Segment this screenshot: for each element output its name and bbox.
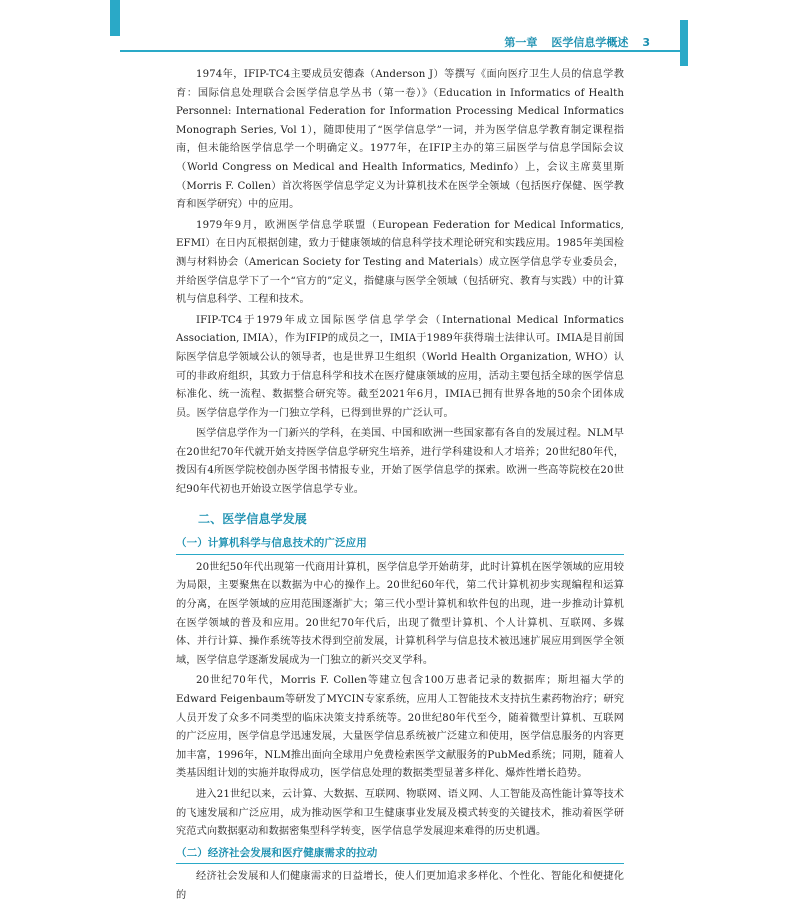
paragraph: 经济社会发展和人们健康需求的日益增长，使人们更加追求多样化、个性化、智能化和便捷化的 [176, 871, 624, 901]
paragraph: 医学信息学作为一门新兴的学科，在美国、中国和欧洲一些国家都有各自的发展过程。NLM早在20世纪70年代就开始支持医学信息学研究生培养，进行学科建设和人才培养；20世纪80年代，拨因有4所医学院校创办医学图书情报专业，开始了医学信息学的探索。欧洲一些高等院校在20世纪90年代初也开始设立医学信息学专业。 [176, 428, 624, 496]
paragraph: 20世纪70年代，Morris F. Collen等建立包含100万患者记录的数据库；斯坦福大学的Edward Feigenbaum等研发了MYCIN专家系统，应用人工智能技术支持抗生素药物治疗；研究人员开发了众多不同类型的临床决策支持系统等。20世纪80年代至今，随着微型计算机、互联网的广泛应用，医学信息学迅速发展，大量医学信息系统被广泛建立和使用，医学信息服务的内容更加丰富，1996年，NLM推出面向全球用户免费检索医学文献服务的PubMed系统；同期，随着人类基因组计划的实施并取得成功，医学信息处理的数据类型显著多样化、爆炸性增长趋势。 [176, 675, 624, 780]
right-accent-tab [680, 20, 688, 66]
paragraph: 20世纪50年代出现第一代商用计算机，医学信息学开始萌芽，此时计算机在医学领域的应用较为局限，主要聚焦在以数据为中心的操作上。20世纪60年代，第二代计算机初步实现编程和运算的分离，在医学领域的应用范围逐渐扩大；第三代小型计算机和软件包的出现，进一步推动计算机在医学领域的普及和应用。20世纪70年代后，出现了微型计算机、个人计算机、互联网、多媒体、并行计算、操作系统等技术得到空前发展，计算机科学与信息技术被迅速扩展应用到医学全领域，医学信息学逐渐发展成为一门独立的新兴交叉学科。 [176, 561, 624, 666]
page-body [176, 66, 624, 906]
page-number: 3 [642, 36, 650, 49]
subsection-heading: （二）经济社会发展和医疗健康需求的拉动 [176, 844, 624, 865]
paragraph: 1979年9月，欧洲医学信息学联盟（European Federation for Medical Informatics, EFMI）在日内瓦根据创建，致力于健康领域的信息科学技术理论研究和实践应用。1985年美国检测与材料协会（American Society for Testing and Materials）成立医学信息学专业委员会，并给医学信息学下了一个“官方的”定义，指健康与医学全领域（包括研究、教育与实践）中的计算机与信息科学、工程和技术。 [176, 219, 624, 306]
paragraph: 1974年，IFIP-TC4主要成员安德森（Anderson J）等撰写《面向医疗卫生人员的信息学教育：国际信息处理联合会医学信息学丛书（第一卷）》（Education in Informatics of Health Personnel: International Federation for Information Processing Medical Informatics Monograph Series, Vol 1），随即使用了“医学信息学”一词，并为医学信息学教育制定课程指南，但未能给医学信息学一个明确定义。1977年，在IFIP主办的第三届医学与信息学国际会议（World Congress on Medical and Health Informatics, Medinfo）上，会议主席莫里斯（Morris F. Collen）首次将医学信息学定义为计算机技术在医学全领域（包括医疗保健、医学教育和医学研究）中的应用。 [176, 69, 624, 211]
paragraph: IFIP-TC4于1979年成立国际医学信息学学会（International Medical Informatics Association, IMIA），作为IFIP的成员之一，IMIA于1989年获得瑞士法律认可。IMIA是目前国际医学信息学领域公认的领导者，也是世界卫生组织（World Health Organization, WHO）认可的非政府组织，其致力于信息科学和技术在医疗健康领域的应用，活动主要包括全球的医学信息标准化、统一流程、数据整合研究等。截至2021年6月，IMIA已拥有世界各地的50余个团体成员。医学信息学作为一门独立学科，已得到世界的广泛认可。 [176, 314, 624, 419]
chapter-label: 第一章 [504, 36, 538, 49]
subsection-heading: （一）计算机科学与信息技术的广泛应用 [176, 534, 624, 555]
running-head [504, 34, 650, 50]
chapter-title: 医学信息学概述 [551, 36, 629, 49]
header-rule [120, 50, 680, 52]
paragraph: 进入21世纪以来，云计算、大数据、互联网、物联网、语义网、人工智能及高性能计算等技术的飞速发展和广泛应用，成为推动医学和卫生健康事业发展及模式转变的关键技术，推动着医学研究范式向数据驱动和数据密集型科学转变，医学信息学发展迎来难得的历史机遇。 [176, 788, 624, 838]
section-heading: 二、医学信息学发展 [198, 511, 307, 526]
left-accent-bar [110, 0, 120, 36]
